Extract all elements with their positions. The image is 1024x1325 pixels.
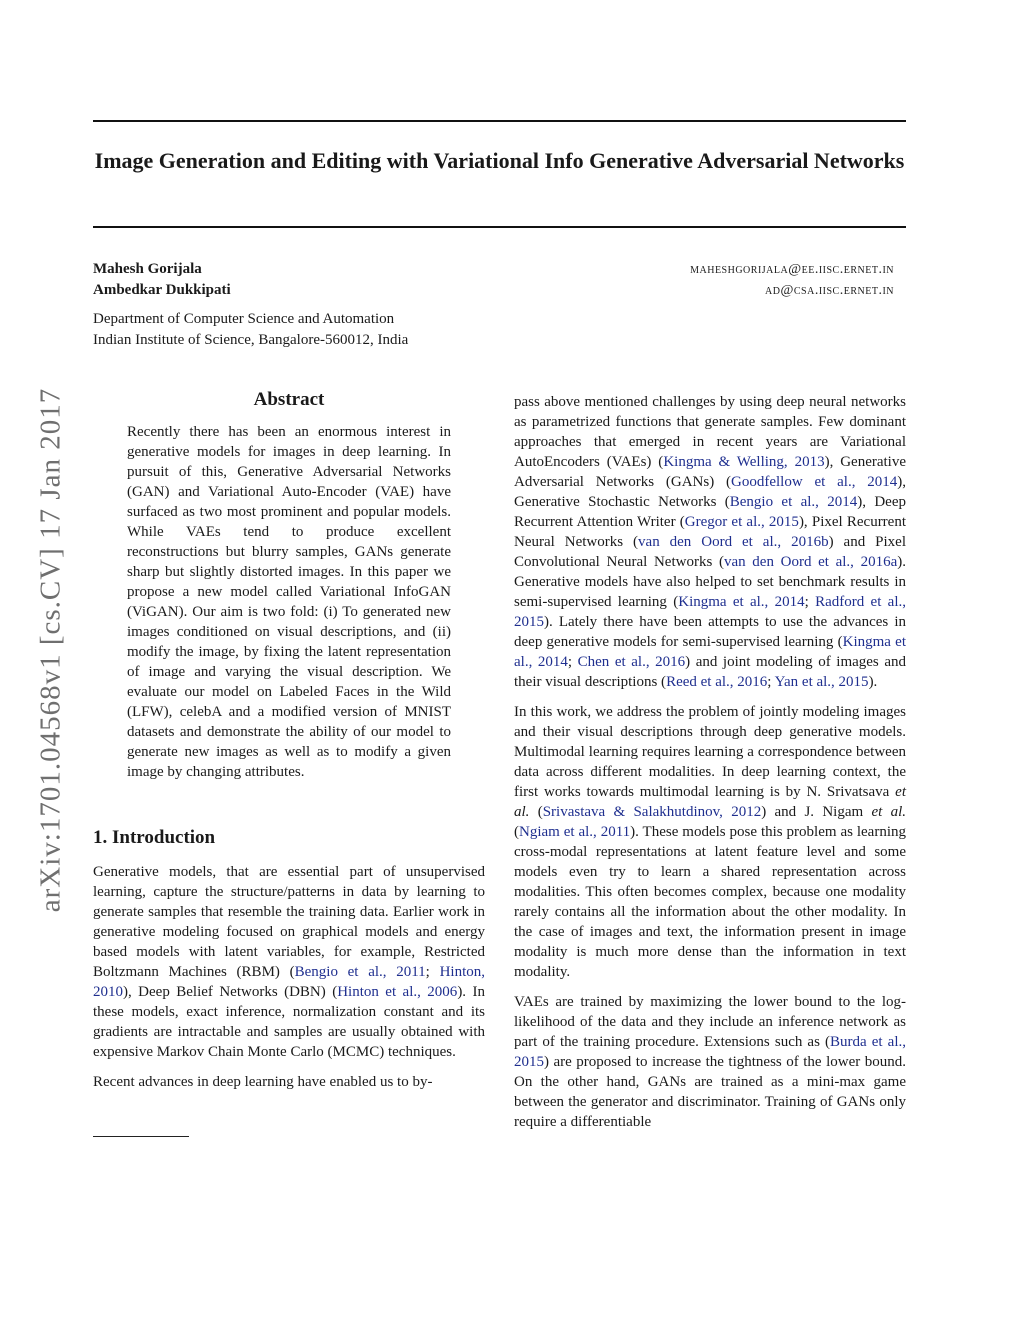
abstract-text: Recently there has been an enormous interest in generative models for images in deep learning. In pursuit of this, Generative Adversarial Networks (GAN) and Variational Auto-Encoder (VAE) have surfaced as two most prominent and popular models. While VAEs tend to produce excellent reconstructions but blurry samples, GANs generate sharp but slightly distorted images. In this paper we propose a new model called Variational InfoGAN (ViGAN). Our aim is two fold: (i) To generated new images conditioned on visual descriptions, and (ii) modify the image, by fixing the latent representation of image and varying the visual description. We evaluate our model on Labeled Faces in the Wild (LFW), celebA and a modified version of MNIST datasets and demonstrate the ability of our model to generate new images as well as to modify a given image by changing attributes. — [127, 424, 451, 780]
author-row-1 — [93, 259, 906, 280]
intro-paragraph: Generative models, that are essential part of unsupervised learning, capture the structure/patterns in data by learning to generate samples that resemble the training data. Earlier work in generative modeling focused on graphical models and energy based models with latent variables, for example, Restricted Boltzmann Machines (RBM) (Bengio et al., 2011; Hinton, 2010), Deep Belief Networks (DBN) (Hinton et al., 2006). In these models, exact inference, normalization constant and its gradients are intractable and samples are usually obtained with expensive Markov Chain Monte Carlo (MCMC) techniques. — [93, 864, 485, 1060]
affiliation-institute: Indian Institute of Science, Bangalore-560012, India — [93, 332, 409, 348]
citation-link[interactable]: Radford et al., 2015 — [514, 594, 906, 630]
author-email[interactable]: maheshgorijala@ee.iisc.ernet.in — [690, 262, 894, 277]
citation-link[interactable]: Ngiam et al., 2011 — [519, 824, 631, 840]
citation-link[interactable]: Yan et al., 2015 — [774, 674, 869, 690]
author-row-2 — [93, 280, 906, 301]
right-column — [514, 392, 906, 1142]
title-bottom-rule — [93, 226, 906, 228]
citation-link[interactable]: Kingma et al., 2014 — [514, 634, 906, 670]
arxiv-stamp: arXiv:1701.04568v1 [cs.CV] 17 Jan 2017 — [34, 387, 67, 913]
author-name: Mahesh Gorijala — [93, 261, 202, 277]
affiliation-department: Department of Computer Science and Automation — [93, 311, 395, 327]
abstract-heading: Abstract — [253, 389, 325, 410]
citation-link[interactable]: Goodfellow et al., 2014 — [731, 474, 898, 490]
affiliation — [93, 309, 906, 351]
author-name: Ambedkar Dukkipati — [93, 282, 231, 298]
citation-link[interactable]: van den Oord et al., 2016b — [638, 534, 829, 550]
footnote-rule — [93, 1136, 189, 1137]
citation-link[interactable]: Bengio et al., 2014 — [729, 494, 858, 510]
citation-link[interactable]: Bengio et al., 2011 — [294, 964, 426, 980]
paper-title: Image Generation and Editing with Variational Info Generative Adversarial Networks — [94, 148, 905, 173]
citation-link[interactable]: Hinton et al., 2006 — [337, 984, 458, 1000]
citation-link[interactable]: van den Oord et al., 2016a — [723, 554, 898, 570]
intro-paragraph: Recent advances in deep learning have enabled us to by- — [93, 1074, 433, 1090]
citation-link[interactable]: Hinton, 2010 — [93, 964, 485, 1000]
intro-paragraph: In this work, we address the problem of jointly modeling images and their visual descriptions through deep generative models. Multimodal learning requires learning a correspondence between data across different modalities. In deep learning context, the first works towards multimodal learning is by N. Srivatsava et al. (Srivastava & Salakhutdinov, 2012) and J. Nigam et al.(Ngiam et al., 2011). These models pose this problem as learning cross-modal representations at latent feature level and some models even try to learn a shared representation across modalities. This often becomes complex, because one modality rarely contains all the information about the other modality. In the case of images and text, the information present in image modality is much more dense than the information in text modality. — [514, 704, 906, 980]
left-column — [93, 388, 485, 1102]
author-block — [93, 259, 906, 351]
citation-link[interactable]: Burda et al., 2015 — [514, 1034, 906, 1070]
citation-link[interactable]: Srivastava & Salakhutdinov, 2012 — [542, 804, 762, 820]
title-top-rule — [93, 120, 906, 122]
citation-link[interactable]: Reed et al., 2016 — [666, 674, 768, 690]
author-email[interactable]: ad@csa.iisc.ernet.in — [765, 283, 894, 298]
citation-link[interactable]: Gregor et al., 2015 — [684, 514, 799, 530]
citation-link[interactable]: Kingma et al., 2014 — [678, 594, 805, 610]
citation-link[interactable]: Kingma & Welling, 2013 — [663, 454, 825, 470]
citation-link[interactable]: Chen et al., 2016 — [577, 654, 686, 670]
intro-paragraph: pass above mentioned challenges by using deep neural networks as parametrized functions that generate samples. Few dominant approaches that emerged in recent years are Variational AutoEncoders (VAEs) (Kingma & Welling, 2013), Generative Adversarial Networks (GANs) (Goodfellow et al., 2014), Generative Stochastic Networks (Bengio et al., 2014), Deep Recurrent Attention Writer (Gregor et al., 2015), Pixel Recurrent Neural Networks (van den Oord et al., 2016b) and Pixel Convolutional Neural Networks (van den Oord et al., 2016a). Generative models have also helped to set benchmark results in semi-supervised learning (Kingma et al., 2014; Radford et al., 2015). Lately there have been attempts to use the advances in deep generative models for semi-supervised learning (Kingma et al., 2014; Chen et al., 2016) and joint modeling of images and their visual descriptions (Reed et al., 2016; Yan et al., 2015). — [514, 394, 907, 690]
intro-paragraph: VAEs are trained by maximizing the lower bound to the log-likelihood of the data and they include an inference network as part of the training procedure. Extensions such as (Burda et al., 2015) are proposed to increase the tightness of the lower bound. On the other hand, GANs are trained as a mini-max game between the generator and discriminator. Training of GANs only require a differentiable — [514, 994, 906, 1130]
section-heading-introduction: 1. Introduction — [93, 827, 216, 848]
